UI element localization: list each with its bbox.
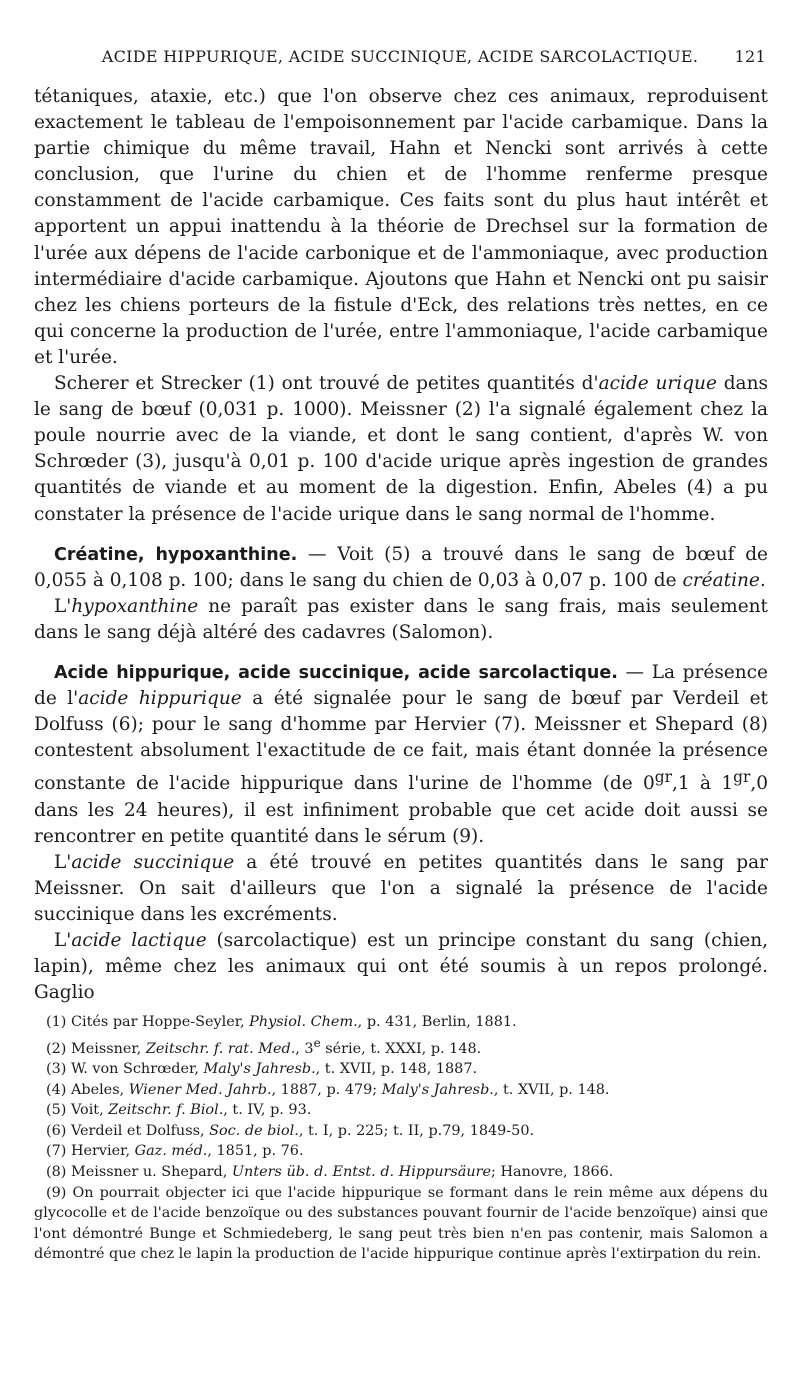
superscript: gr [733,768,751,787]
footnotes [34,1012,768,1265]
text-run: ne paraît pas exister dans le sang frais, mais seulement dans le sang déjà altéré des cadavres (Salomon). [34,595,768,643]
italic-term: acide succinique [71,851,235,873]
footnote-2 [34,1033,768,1059]
italic-term: acide urique [598,373,717,395]
text-run: (8) Meissner u. Shepard, [46,1163,232,1180]
page-number: 121 [734,47,766,66]
text-run: (6) Verdeil et Dolfuss, [46,1122,210,1139]
text-run: L' [54,930,72,952]
italic-title: Maly's Jahresb. [381,1081,494,1098]
text-run: , t. I, p. 225; t. II, p.79, 1849-50. [298,1122,535,1139]
footnote-1 [34,1012,768,1033]
text-run: , t. XVII, p. 148. [493,1081,610,1098]
footnote-7 [34,1141,768,1162]
section-acide-hippurique [34,660,768,850]
italic-title: Maly's Jahresb. [203,1060,316,1077]
text-run: ,1 à 1 [672,773,734,795]
text-run: dans le sang de bœuf (0,031 p. 1000). Meissner (2) l'a signalé également chez la poule nourrie avec de la viande, et dont le sang contient, d'après W. von Schrœder (3), jusqu'à 0,01 p. 100 d'acide urique après ingestion de grandes quantités de viande et au moment de la digestion. Enfin, Abeles (4) a pu constater la présence de l'acide urique dans le sang normal de l'homme. [34,373,768,525]
section-heading-acides: Acide hippurique, acide succinique, acide sarcolactique. [54,662,618,683]
superscript: gr [654,768,673,787]
italic-title: Wiener Med. Jahrb. [128,1081,272,1098]
italic-title: Zeitschr. f. rat. Med. [145,1040,296,1057]
italic-title: Unters üb. d. Entst. d. Hippursäure [231,1163,492,1180]
running-title: ACIDE HIPPURIQUE, ACIDE SUCCINIQUE, ACIDE SARCOLACTIQUE. [101,47,699,66]
text-run: , p. 431, Berlin, 1881. [357,1014,517,1030]
paragraph-acide-succinique [34,850,768,928]
text-run: , 3 [295,1040,314,1057]
text-run: ,0 dans les 24 heures), il est infiniment probable que cet acide doit aussi se rencontrer en petite quantité dans le sérum (9). [34,773,768,847]
text-run: L' [54,851,72,873]
footnote-5 [34,1100,768,1121]
italic-term: hypoxanthine [71,595,199,617]
text-run: (sarcolactique) est un principe constant du sang (chien, lapin), même chez les animaux qui ont été soumis à un repos prolongé. Gaglio [34,930,769,1004]
italic-term: acide hippurique [78,688,242,710]
section-creatine [34,542,768,594]
italic-term: acide lactique [71,930,207,952]
footnote-9: (9) On pourrait objecter ici que l'acide hippurique se formant dans le rein même aux dépens du glycocolle et de l'acide benzoïque ou des substances pouvant fournir de l'acide benzoïque) ainsi que l'ont démontré Bunge et Schmiedeberg, le sang peut très bien n'en pas contenir, mais Salomon a démontré que chez le lapin la production de l'acide hippurique continue après l'extirpation du rein. [34,1184,768,1263]
text-run: (1) Cités par Hoppe-Seyler, [46,1014,250,1030]
text-run: (7) Hervier, [46,1143,135,1160]
italic-title: Gaz. méd. [134,1143,208,1160]
section-heading-creatine: Créatine, hypoxanthine. [54,544,298,565]
text-run: — Voit (5) a trouvé dans le sang de bœuf de 0,055 à 0,108 p. 100; dans le sang du chien de 0,03 à 0,07 p. 100 de [34,543,768,591]
text-run: série, t. XXXI, p. 148. [320,1040,482,1057]
text-run: a été trouvé en petites quantités dans le sang par Meissner. On sait d'ailleurs que l'on a signalé la présence de l'acide succinique dans les excréments. [34,851,768,925]
footnote-8 [34,1162,768,1183]
italic-title: Zeitschr. f. Biol. [108,1102,224,1119]
text-run: (3) W. von Schrœder, [46,1060,204,1077]
text-run: , 1851, p. 76. [207,1143,304,1160]
text-run: , 1887, p. 479; [271,1081,382,1098]
paragraph-acide-lactique [34,928,768,1006]
text-run: Scherer et Strecker (1) ont trouvé de petites quantités d' [54,373,599,395]
paragraph-hypoxanthine [34,594,768,646]
italic-title: Physiol. Chem. [249,1014,358,1030]
text-run: , t. XVII, p. 148, 1887. [315,1060,478,1077]
text-run: , t. IV, p. 93. [223,1102,312,1119]
running-header [34,47,766,75]
text-run: a été signalée pour le sang de bœuf par Verdeil et Dolfuss (6); pour le sang d'homme par Hervier (7). Meissner et Shepard (8) contestent absolument l'exactitude de ce fait, mais étant donnée la présence constante de l'acide hippurique dans l'urine de l'homme (de 0 [34,688,768,795]
italic-title: Soc. de biol. [209,1122,299,1139]
text-run: — La présence de l' [34,661,768,710]
main-text [34,84,768,1006]
text-run: (4) Abeles, [46,1081,129,1098]
superscript: e [313,1035,321,1050]
footnote-4 [34,1080,768,1101]
footnote-6 [34,1121,768,1142]
text-run: L' [54,595,72,617]
italic-term: créatine. [682,569,766,591]
text-run: (5) Voit, [46,1102,109,1119]
paragraph-carbamique: tétaniques, ataxie, etc.) que l'on observe chez ces animaux, reproduisent exactement le tableau de l'empoisonnement par l'acide carbamique. Dans la partie chimique du même travail, Hahn et Nencki sont arrivés à cette conclusion, que l'urine du chien et de l'homme renferme presque constamment de l'acide carbamique. Ces faits sont du plus haut intérêt et apportent un appui inattendu à la théorie de Drechsel sur la formation de l'urée aux dépens de l'acide carbonique et de l'ammoniaque, avec production intermédiaire d'acide carbamique. Ajoutons que Hahn et Nencki ont pu saisir chez les chiens porteurs de la fistule d'Eck, des relations très nettes, en ce qui concerne la production de l'urée, entre l'ammoniaque, l'acide carbamique et l'urée. [34,86,768,368]
footnote-3 [34,1059,768,1080]
text-run: (2) Meissner, [46,1040,146,1057]
text-run: ; Hanovre, 1866. [491,1163,614,1180]
paragraph-acide-urique [34,371,768,528]
